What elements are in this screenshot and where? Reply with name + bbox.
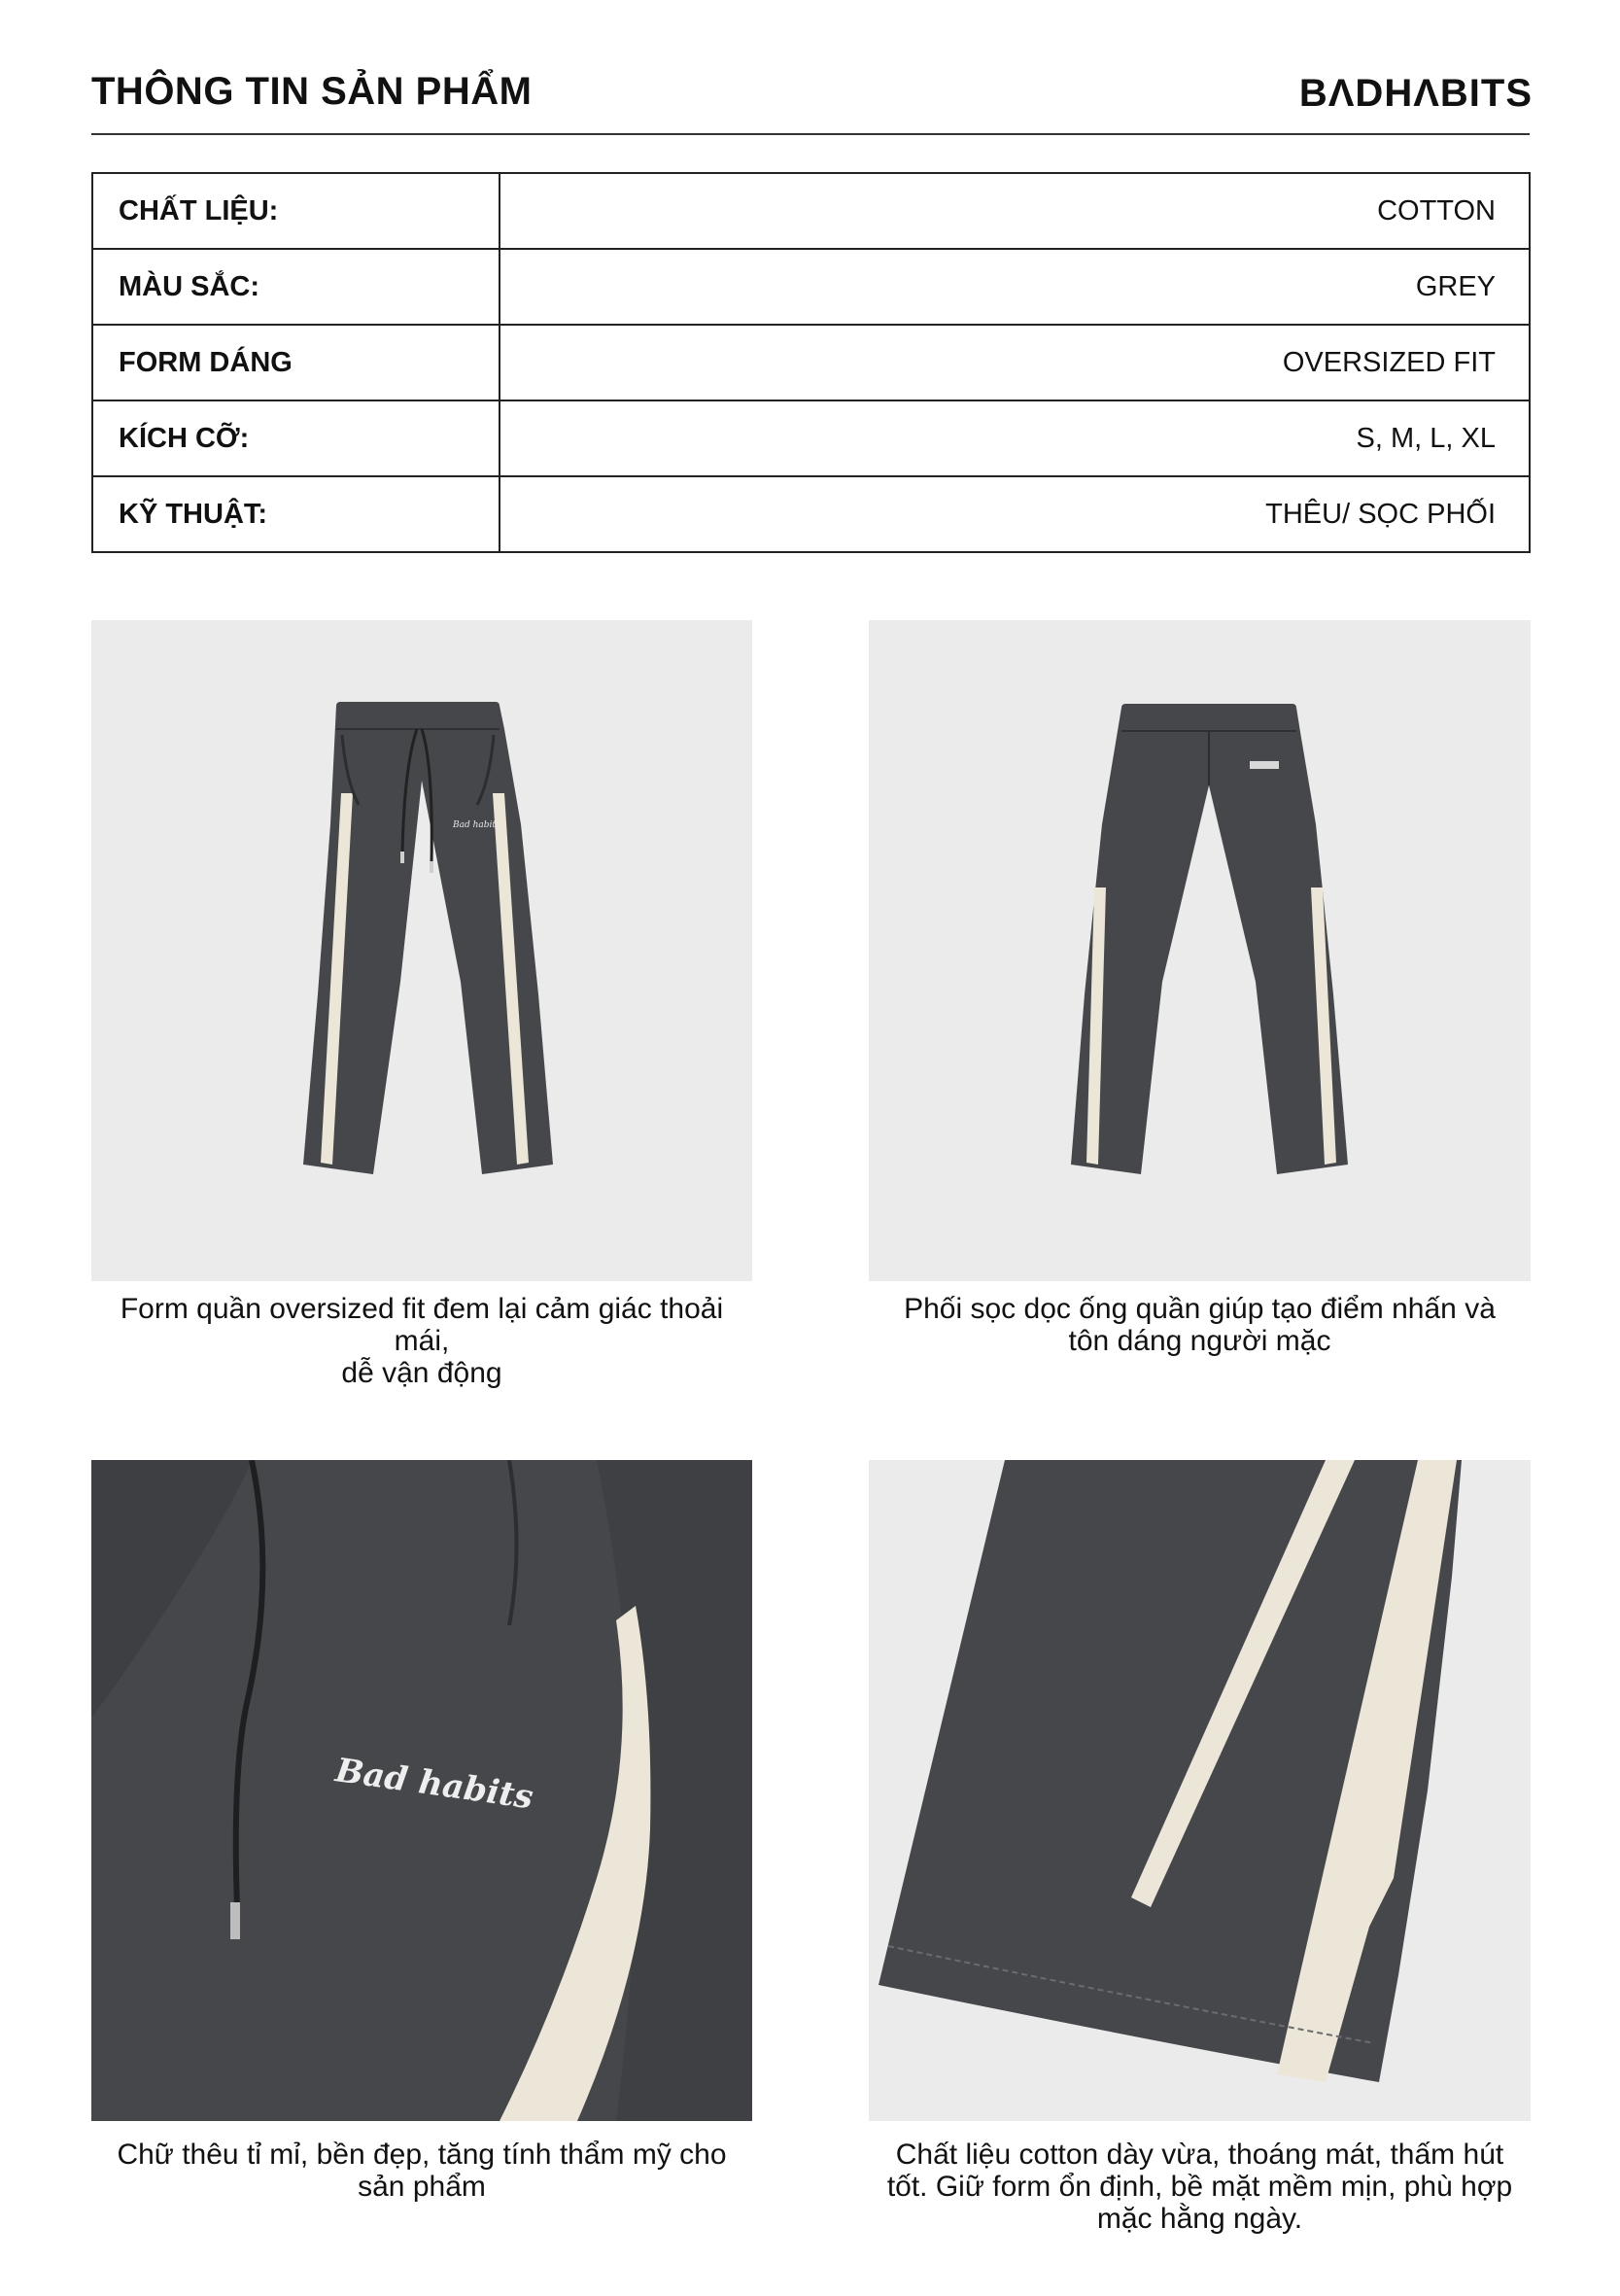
spec-row-technique — [92, 476, 1530, 552]
product-photo-back — [869, 620, 1531, 1281]
spec-label: KỸ THUẬT: — [92, 476, 500, 552]
caption-embroidery — [91, 2139, 752, 2203]
caption-line: tôn dáng người mặc — [1068, 1325, 1331, 1357]
caption-line: Chất liệu cotton dày vừa, thoáng mát, thấm hút — [895, 2139, 1504, 2171]
caption-back — [869, 1293, 1531, 1357]
header-divider — [91, 133, 1530, 135]
spec-label: CHẤT LIỆU: — [92, 173, 500, 249]
brand-logo: BΛDHΛBITS — [1298, 72, 1533, 115]
caption-line: Phối sọc dọc ống quần giúp tạo điểm nhấn và — [904, 1293, 1496, 1325]
embroidery-text: Bad habits — [332, 1751, 535, 1818]
caption-front — [91, 1293, 752, 1389]
pants-front-image — [91, 620, 752, 1281]
spec-label: KÍCH CỠ: — [92, 400, 500, 476]
caption-line: tốt. Giữ form ổn định, bề mặt mềm mịn, phù hợp — [886, 2171, 1513, 2203]
product-photo-embroidery — [91, 1460, 752, 2121]
caption-hem — [869, 2139, 1531, 2235]
caption-line: sản phẩm — [358, 2171, 486, 2203]
spec-row-form — [92, 325, 1530, 400]
spec-value: THÊU/ SỌC PHỐI — [500, 476, 1530, 552]
embroidery-logo: Bad habits — [453, 820, 500, 830]
spec-row-color — [92, 249, 1530, 325]
embroidery-closeup-image — [91, 1460, 752, 2121]
spec-row-size — [92, 400, 1530, 476]
caption-line: Form quần oversized fit đem lại cảm giác thoải mái, — [120, 1293, 724, 1357]
spec-label: MÀU SẮC: — [92, 249, 500, 325]
product-photo-hem — [869, 1460, 1531, 2121]
spec-value: GREY — [500, 249, 1530, 325]
spec-value: OVERSIZED FIT — [500, 325, 1530, 400]
page-title: THÔNG TIN SẢN PHẨM — [91, 70, 533, 113]
pants-back-image — [869, 620, 1531, 1281]
caption-line: mặc hằng ngày. — [1096, 2203, 1303, 2235]
spec-row-material — [92, 173, 1530, 249]
spec-table — [91, 172, 1531, 553]
spec-label: FORM DÁNG — [92, 325, 500, 400]
caption-line: dễ vận động — [341, 1357, 502, 1389]
spec-value: COTTON — [500, 173, 1530, 249]
product-photo-front — [91, 620, 752, 1281]
spec-value: S, M, L, XL — [500, 400, 1530, 476]
caption-line: Chữ thêu tỉ mỉ, bền đẹp, tăng tính thẩm mỹ cho — [117, 2139, 727, 2171]
hem-closeup-image — [869, 1460, 1531, 2121]
